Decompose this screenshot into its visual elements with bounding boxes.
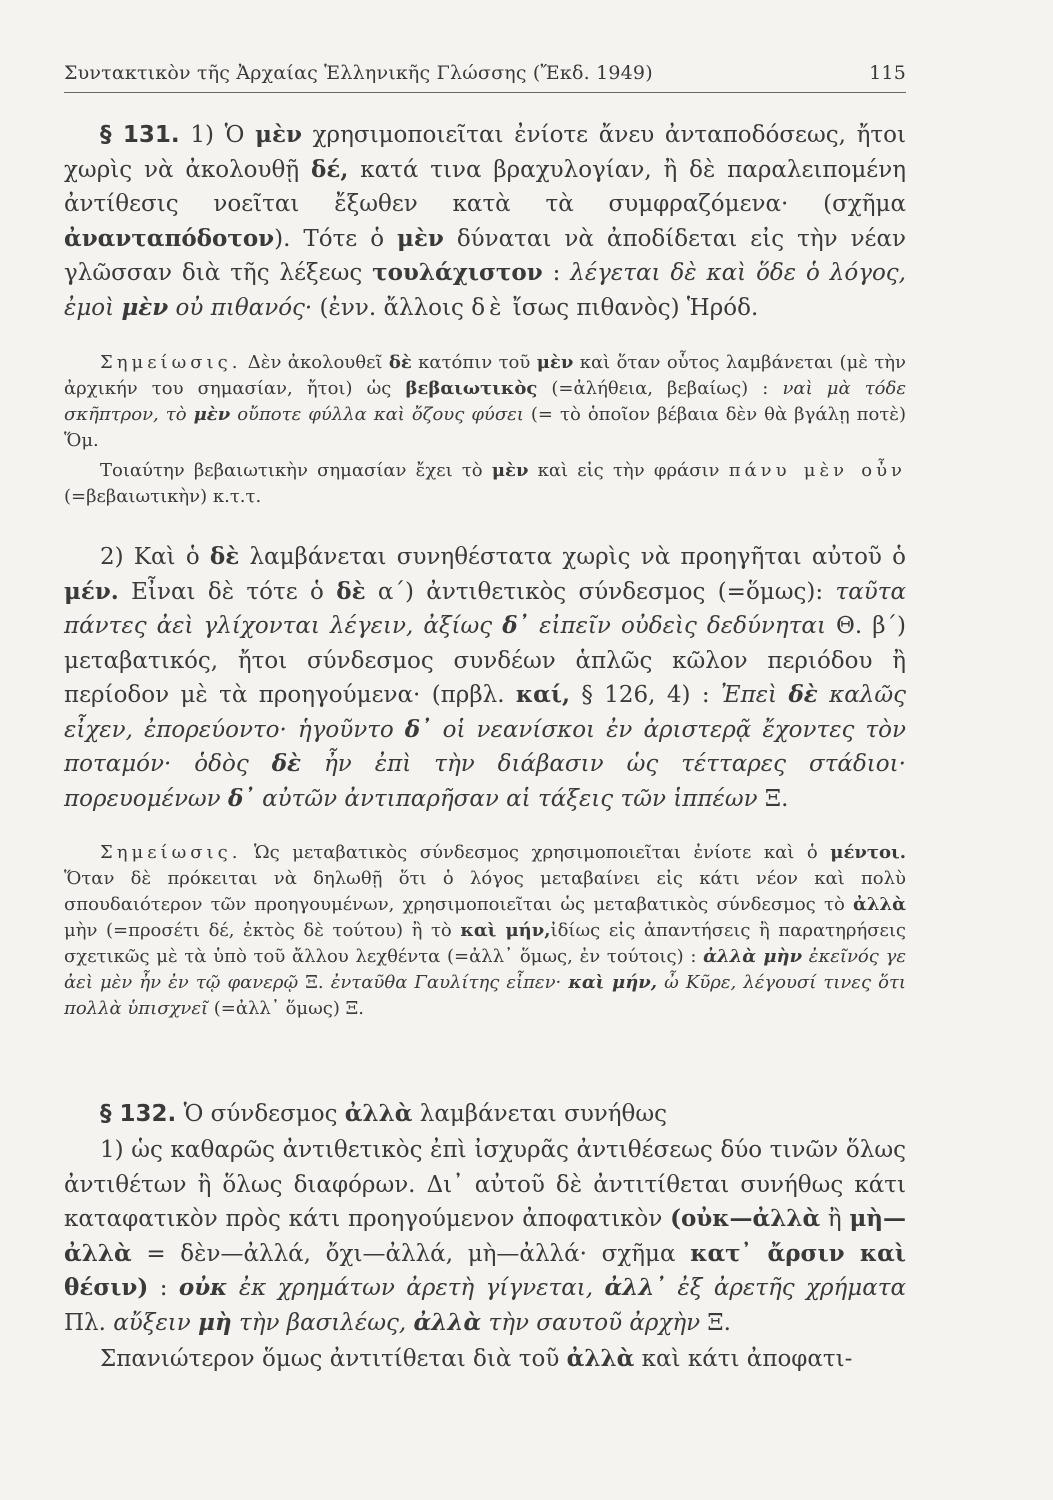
book-title: Συντακτικὸν τῆς Ἀρχαίας Ἑλληνικῆς Γλώσσης (Ἔκδ. 1949) [64,62,653,84]
running-head [64,60,906,93]
s131-note-2: Τοιαύτην βεβαιωτικὴν σημασίαν ἔχει τὸ μὲν καὶ εἰς τὴν φράσιν πάνυ μὲν οὖν (=βεβαιωτικὴν) κ.τ.τ. [64,460,906,507]
section-number: § 131. [100,122,180,148]
page [64,0,906,1500]
section-number: § 132. [100,1101,177,1127]
s131-note-3: Σημείωσις. Ὡς μεταβατικὸς σύνδεσμος χρησιμοποιεῖται ἐνίοτε καὶ ὁ μέντοι. Ὅταν δὲ πρόκειται νὰ δηλωθῇ ὅτι ὁ λόγος μεταβαίνει εἰς κάτι νέον καὶ πολὺ σπουδαιότερον τῶν προηγουμένων, χρησιμοποιεῖται ὡς μεταβατικὸς σύνδεσμος τὸ ἀλλὰ μὴν (=προσέτι δέ, ἐκτὸς δὲ τούτου) ἢ τὸ καὶ μήν,ἰδίως εἰς ἀπαντήσεις ἢ παρατηρήσεις σχετικῶς μὲ τὰ ὑπὸ τοῦ ἄλλου λεχθέντα (=ἀλλ᾽ ὅμως, ἐν τούτοις) : ἀλλὰ μὴν ἐκεῖνός γε ἀεὶ μὲν ἦν ἐν τῷ φανερῷ Ξ. ἐνταῦθα Γαυλίτης εἶπεν· καὶ μήν, ὦ Κῦρε, λέγουσί τινες ὅτι πολλὰ ὑπισχνεῖ (=ἀλλ᾽ ὅμως) Ξ. [64,842,906,1019]
s132-paragraph-1: 1) ὡς καθαρῶς ἀντιθετικὸς ἐπὶ ἰσχυρᾶς ἀντιθέσεως δύο τινῶν ὅλως ἀντιθέτων ἢ ὅλως διαφόρων. Δι᾽ αὐτοῦ δὲ ἀντιτίθεται συνήθως κάτι καταφατικὸν πρὸς κάτι προηγούμενον ἀποφατικὸν (οὐκ—ἀλλὰ ἢ μὴ—ἀλλὰ = δὲν—ἀλλά, ὄχι—ἀλλά, μὴ—ἀλλά· σχῆμα κατ᾽ ἄρσιν καὶ θέσιν) : οὐκ ἐκ χρημάτων ἀρετὴ γίγνεται, ἀλλ᾽ ἐξ ἀρετῆς χρήματα Πλ. αὔξειν μὴ τὴν βασιλέως, ἀλλὰ τὴν σαυτοῦ ἀρχὴν Ξ. [64,1137,907,1336]
s132-paragraph-2: Σπανιώτερον ὅμως ἀντιτίθεται διὰ τοῦ ἀλλὰ καὶ κάτι ἀποφατι- [100,1345,853,1372]
s132-heading: § 132. Ὁ σύνδεσμος ἀλλὰ λαμβάνεται συνήθως [100,1100,668,1127]
page-number: 115 [869,62,906,84]
s131-paragraph-1: § 131. 1) Ὁ μὲν χρησιμοποιεῖται ἐνίοτε ἄνευ ἀνταποδόσεως, ἤτοι χωρὶς νὰ ἀκολουθῇ δέ, κατά τινα βραχυλογίαν, ἢ δὲ παραλειπομένη ἀντίθεσις νοεῖται ἔξωθεν κατὰ τὰ συμφραζόμενα· (σχῆμα ἀνανταπόδοτον). Τότε ὁ μὲν δύναται νὰ ἀποδίδεται εἰς τὴν νέαν γλῶσσαν διὰ τῆς λέξεως τουλάχιστον : λέγεται δὲ καὶ ὅδε ὁ λόγος, ἐμοὶ μὲν οὐ πιθανός· (ἐνν. ἄλλοις δὲ ἴσως πιθανὸς) Ἡρόδ. [64,121,906,321]
s131-note-1: Σημείωσις. Δὲν ἀκολουθεῖ δὲ κατόπιν τοῦ μὲν καὶ ὅταν οὗτος λαμβάνεται (μὲ τὴν ἀρχικήν του σημασίαν, ἤτοι) ὡς βεβαιωτικὸς (=ἀλήθεια, βεβαίως) : ναὶ μὰ τόδε σκῆπτρον, τὸ μὲν οὔποτε φύλλα καὶ ὄζους φύσει (= τὸ ὁποῖον βέβαια δὲν θὰ βγάλῃ ποτὲ) Ὅμ. [64,352,907,451]
s131-paragraph-2: 2) Καὶ ὁ δὲ λαμβάνεται συνηθέστατα χωρὶς νὰ προηγῆται αὐτοῦ ὁ μέν. Εἶναι δὲ τότε ὁ δὲ α΄) ἀντιθετικὸς σύνδεσμος (=ὅμως): ταῦτα πάντες ἀεὶ γλίχονται λέγειν, ἀξίως δ᾽ εἰπεῖν οὐδεὶς δεδύνηται Θ. β΄) μεταβατικός, ἤτοι σύνδεσμος συνδέων ἁπλῶς κῶλον περιόδου ἢ περίοδον μὲ τὰ προηγούμενα· (πρβλ. καί, § 126, 4) : Ἐπεὶ δὲ καλῶς εἶχεν, ἐπορεύοντο· ἡγοῦντο δ᾽ οἱ νεανίσκοι ἐν ἀριστερᾷ ἔχοντες τὸν ποταμόν· ὁδὸς δὲ ἦν ἐπὶ τὴν διάβασιν ὡς τέτταρες στάδιοι· πορευομένων δ᾽ αὐτῶν ἀντιπαρῆσαν αἱ τάξεις τῶν ἱππέων Ξ. [64,543,907,812]
